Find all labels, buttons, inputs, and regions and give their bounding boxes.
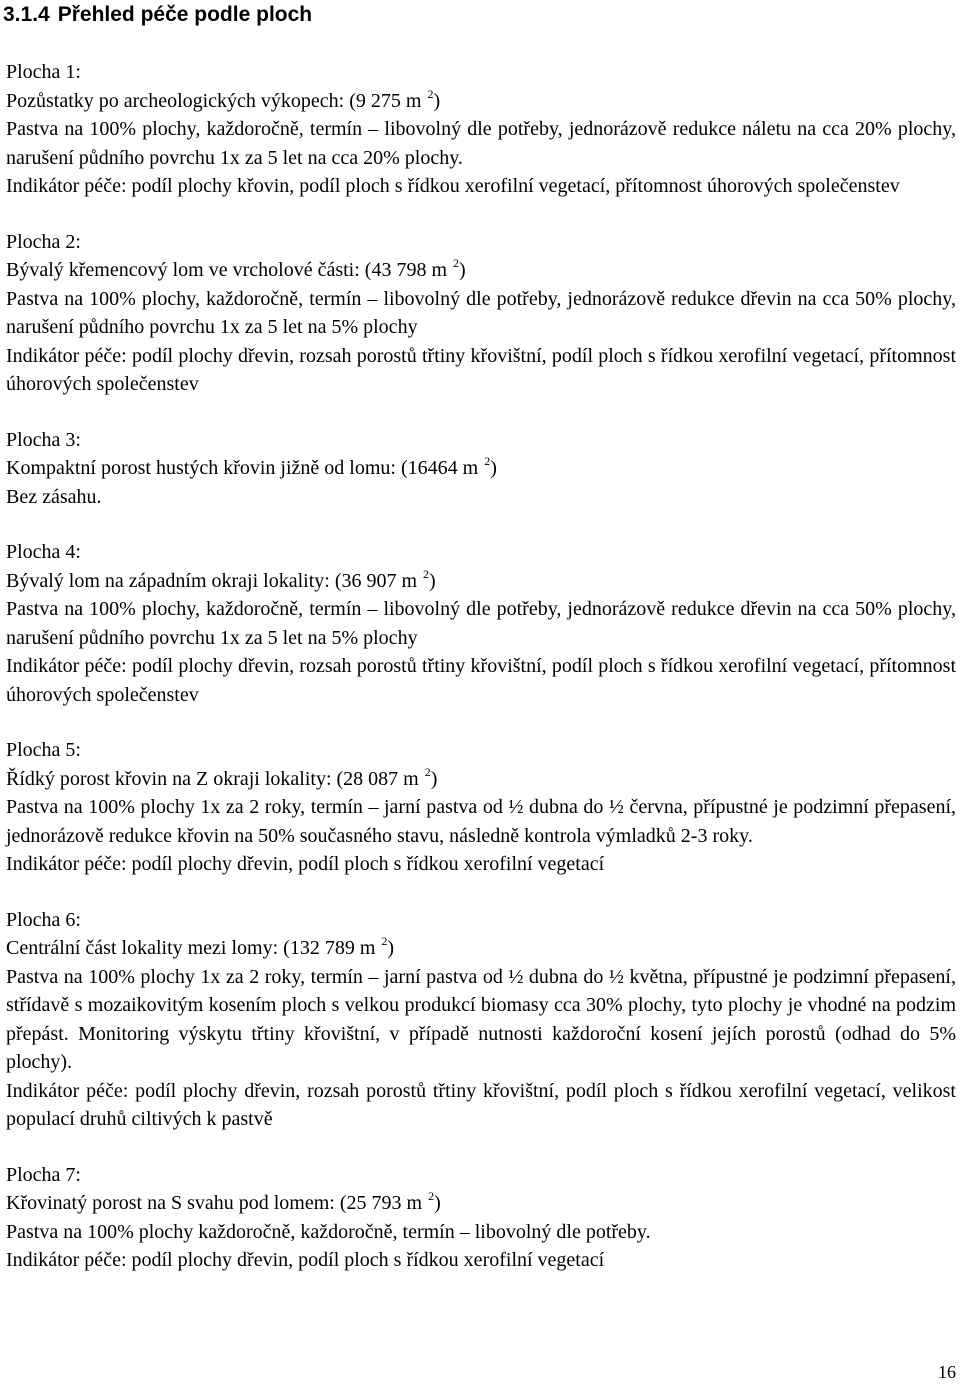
plot-section-3 <box>6 426 956 512</box>
plot-label: Plocha 4: <box>6 541 81 563</box>
plot-section-7 <box>6 1161 956 1275</box>
plot-label: Plocha 7: <box>6 1163 81 1186</box>
plot-management: Pastva na 100% plochy, každoročně, termín – libovolný dle potřeby, jednorázově redukce náletu na cca 20% plochy, narušení půdního povrchu 1x za 5 let na cca 20% plochy. <box>6 118 956 169</box>
plot-description: Centrální část lokality mezi lomy: (132 789 m $^2$) <box>6 934 395 959</box>
plot-description: Řídký porost křovin na Z okraji lokality: (28 087 m $^2$) <box>6 764 438 790</box>
plot-section-2 <box>6 228 956 399</box>
plot-description: Bývalý lom na západním okraji lokality: (36 907 m $^2$) <box>6 566 436 592</box>
section-number: 3.1.4 <box>3 3 50 26</box>
plot-section-6 <box>6 906 956 1134</box>
plot-label: Plocha 1: <box>6 61 81 83</box>
plot-management: Pastva na 100% plochy každoročně, každoročně, termín – libovolný dle potřeby. <box>6 1220 651 1243</box>
plot-management: Pastva na 100% plochy, každoročně, termín – libovolný dle potřeby, jednorázově redukce dřevin na cca 50% plochy, narušení půdního povrchu 1x za 5 let na 5% plochy <box>6 598 956 649</box>
plot-management: Pastva na 100% plochy 1x za 2 roky, termín – jarní pastva od ½ dubna do ½ června, přípustné je podzimní přepasení, jednorázově redukce křovin na 50% současného stavu, následně kontrola výmladků 2-3 roky. <box>6 796 956 847</box>
plot-management: Pastva na 100% plochy 1x za 2 roky, termín – jarní pastva od ½ dubna do ½ května, přípustné je podzimní přepasení, střídavě s mozaikovitým kosením ploch s velkou produkcí biomasy cca 30% plochy, tyto plochy je vhodné na podzim přepást. Monitoring výskytu třtiny křovištní, v případě nutnosti každoroční kosení jejích porostů (odhad do 5% plochy). <box>6 965 956 1073</box>
plot-label: Plocha 2: <box>6 230 81 253</box>
plot-management: Pastva na 100% plochy, každoročně, termín – libovolný dle potřeby, jednorázově redukce dřevin na cca 50% plochy, narušení půdního povrchu 1x za 5 let na 5% plochy <box>6 287 956 338</box>
plot-indicator: Indikátor péče: podíl plochy dřevin, podíl ploch s řídkou xerofilní vegetací <box>6 1249 605 1271</box>
plot-management: Bez zásahu. <box>6 485 102 508</box>
page-number: 16 <box>938 1362 956 1382</box>
plot-section-4 <box>6 538 956 709</box>
plot-indicator: Indikátor péče: podíl plochy dřevin, podíl ploch s řídkou xerofilní vegetací <box>6 853 605 875</box>
plot-description: Pozůstatky po archeologických výkopech: (9 275 m $^2$) <box>6 86 441 112</box>
plot-indicator: Indikátor péče: podíl plochy dřevin, rozsah porostů třtiny křovištní, podíl ploch s řídkou xerofilní vegetací, přítomnost úhorových společenstev <box>6 344 956 395</box>
plot-label: Plocha 6: <box>6 908 81 931</box>
plot-description: Křovinatý porost na S svahu pod lomem: (25 793 m $^2$) <box>6 1189 441 1214</box>
plot-label: Plocha 5: <box>6 739 81 761</box>
section-title: Přehled péče podle ploch <box>57 3 313 26</box>
section-heading <box>3 1 956 30</box>
plot-indicator: Indikátor péče: podíl plochy křovin, podíl ploch s řídkou xerofilní vegetací, přítomnost úhorových společenstev <box>6 175 900 197</box>
plot-indicator: Indikátor péče: podíl plochy dřevin, rozsah porostů třtiny křovištní, podíl ploch s řídkou xerofilní vegetací, velikost populací druhů ciltivých k pastvě <box>6 1079 956 1130</box>
plot-section-5 <box>6 736 956 879</box>
plot-section-1 <box>6 58 956 201</box>
plot-description: Kompaktní porost hustých křovin jižně od lomu: (16464 m $^2$) <box>6 454 497 479</box>
plot-label: Plocha 3: <box>6 428 81 451</box>
document-page <box>3 0 956 1275</box>
plot-indicator: Indikátor péče: podíl plochy dřevin, rozsah porostů třtiny křovištní, podíl ploch s řídkou xerofilní vegetací, přítomnost úhorových společenstev <box>6 655 956 706</box>
plot-description: Bývalý křemencový lom ve vrcholové části: (43 798 m $^2$) <box>6 256 466 281</box>
